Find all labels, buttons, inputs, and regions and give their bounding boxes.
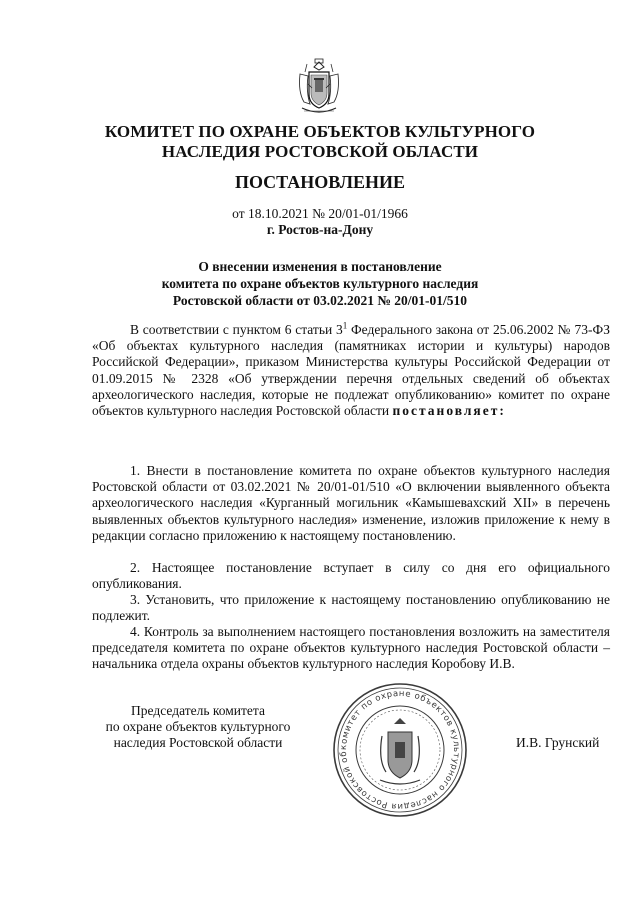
signatory-line1: Председатель комитета [131,703,265,718]
item-2: 2. Настоящее постановление вступает в силу со дня его официального опубликования. [92,560,610,592]
org-name-line1: КОМИТЕТ ПО ОХРАНЕ ОБЪЕКТОВ КУЛЬТУРНОГО [104,122,536,141]
coat-of-arms-icon [296,58,342,116]
subject-line1: О внесении изменения в постановление [198,259,442,274]
city: г. Ростов-на-Дону [266,222,374,237]
item-4: 4. Контроль за выполнением настоящего постановления возложить на заместителя председателя комитета по охране объектов культурного наследия Ростовской области – начальника отдела охраны объектов культурного наследия Коробову И.В. [92,624,610,672]
subject-line3: Ростовской области от 03.02.2021 № 20/01-01/510 [172,293,468,308]
subject-line2: комитета по охране объектов культурного наследия [161,276,479,291]
item-1: 1. Внести в постановление комитета по охране объектов культурного наследия Ростовской области от 03.02.2021 № 20/01-01/510 «О включении выявленного объекта археологического наследия «Курганный могильник «Камышевахский XII» в перечень выявленных объектов культурного наследия» изменение, изложив приложение к нему в редакции согласно приложению к настоящему постановлению. [92,463,610,543]
svg-text:комитет по охране объектов кул: комитет по охране объектов культурного наследия Ростовской об [338,688,462,812]
official-seal-icon [330,680,470,820]
document-type: ПОСТАНОВЛЕНИЕ [234,172,406,192]
signatory-line3: наследия Ростовской области [113,735,283,750]
preamble-paragraph [92,322,610,419]
signatory-line2: по охране объектов культурного [105,719,291,734]
subject-block [0,258,640,309]
signatory-title [88,703,308,751]
decree-word: постановляет: [392,403,506,419]
preamble-superscript: 1 [342,320,348,331]
preamble-text-a: В соответствии с пунктом 6 статьи 3 [130,322,343,337]
date-number: от 18.10.2021 № 20/01-01/1966 [232,206,408,221]
preamble-text-b: Федерального закона от 25.06.2002 № 73-ФЗ «Об объектах культурного наследия (памятниках истории и культуры) народов Российской Федерации», приказом Министерства культуры Российской Федерации от 01.09.2015 № 2328 «Об утверждении перечня отдельных сведений об объектах археологического наследия, которые не подлежат опубликованию» комитет по охране объектов культурного наследия Ростовской области [92,322,610,419]
signatory-name: И.В. Грунский [516,735,600,750]
item-3: 3. Установить, что приложение к настоящему постановлению опубликованию не подлежит. [92,592,610,624]
org-name-line2: НАСЛЕДИЯ РОСТОВСКОЙ ОБЛАСТИ [161,142,479,161]
